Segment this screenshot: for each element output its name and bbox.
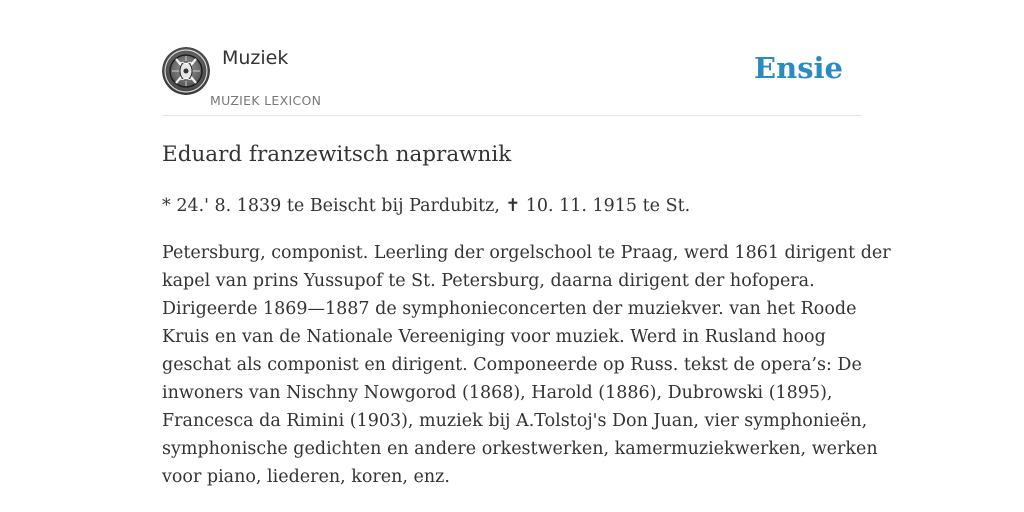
site-header [162, 40, 862, 116]
brand-logo-link[interactable]: Ensie [754, 51, 843, 85]
body-line: symphonische gedichten en andere orkestwerken, kamermuziekwerken, werken [162, 439, 878, 459]
ornament-emblem-icon [162, 47, 210, 95]
body-line: Francesca da Rimini (1903), muziek bij A.Tolstoj's Don Juan, vier symphonieën, [162, 411, 868, 431]
body-line: voor piano, liederen, koren, enz. [162, 467, 450, 487]
body-line: Dirigeerde 1869—1887 de symphonieconcerten der muziekver. van het Roode [162, 299, 857, 319]
article-body [162, 239, 891, 491]
body-line: inwoners van Nischny Nowgorod (1868), Harold (1886), Dubrowski (1895), [162, 383, 833, 403]
page-title: Eduard franzewitsch naprawnik [162, 142, 512, 167]
body-line: geschat als componist en dirigent. Componeerde op Russ. tekst de opera’s: De [162, 355, 862, 375]
site-name[interactable]: Muziek [222, 47, 289, 69]
article-lead: * 24.' 8. 1839 te Beischt bij Pardubitz, ✝ 10. 11. 1915 te St. [162, 196, 691, 216]
site-subtitle: MUZIEK LEXICON [210, 93, 322, 108]
avatar[interactable] [162, 47, 210, 95]
body-line: kapel van prins Yussupof te St. Petersburg, daarna dirigent der hofopera. [162, 271, 815, 291]
body-line: Petersburg, componist. Leerling der orgelschool te Praag, werd 1861 dirigent der [162, 243, 891, 263]
body-line: Kruis en van de Nationale Vereeniging voor muziek. Werd in Rusland hoog [162, 327, 826, 347]
